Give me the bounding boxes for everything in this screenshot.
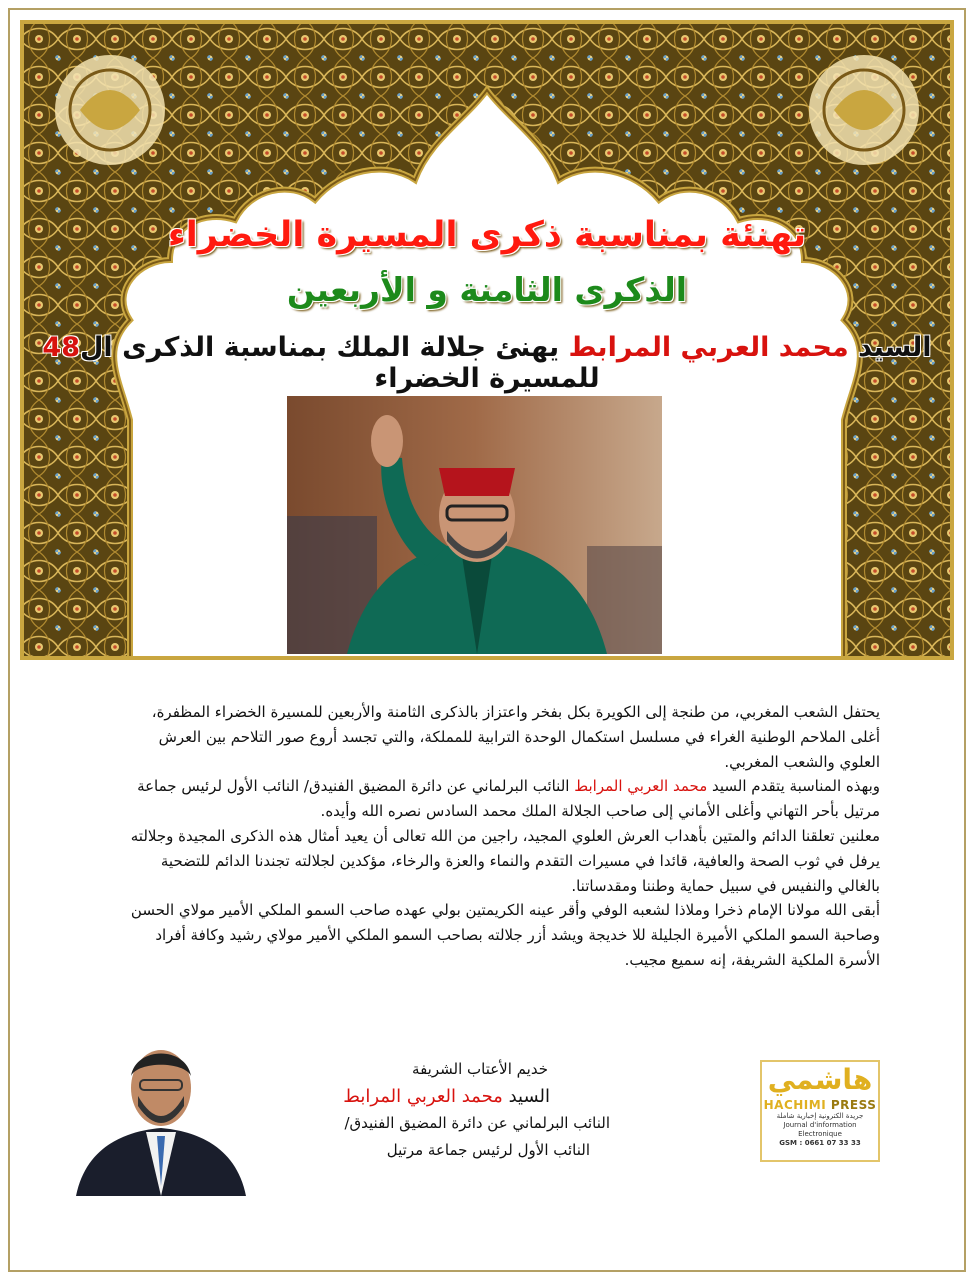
page-title: تهنئة بمناسبة ذكرى المسيرة الخضراء <box>167 215 807 255</box>
logo-brand <box>762 1098 878 1112</box>
signature-block <box>250 1056 610 1164</box>
signature-role-2: النائب الأول لرئيس جماعة مرتيل <box>386 1141 590 1159</box>
paragraph-2 <box>120 774 880 824</box>
paragraph-2-start: وبهذه المناسبة يتقدم السيد <box>712 777 880 796</box>
king-photo <box>287 396 662 654</box>
paragraph-4: أبقى الله مولانا الإمام ذخرا وملاذا لشعبه الوفي وأقر عينه الكريمتين بولي عهده صاحب السمو الملكي الأمير مولاي الحسن وصاحبة السمو الملكي الأميرة الجليلة للا خديجة ويشد أزر جلالته بصاحب السمو الملكي الأمير مولاي رشيد وكافة أفراد الأسرة الملكية الشريفة، إنه سميع مجيب. <box>130 901 880 969</box>
signature-title: السيد <box>508 1086 550 1107</box>
signature-name-line <box>250 1083 610 1110</box>
logo-tagline-ar: جريدة الكترونية إخبارية شاملة <box>776 1112 864 1120</box>
logo-arabic: هاشمي <box>767 1063 873 1096</box>
headline-suffix: للمسيرة الخضراء <box>374 363 600 394</box>
paragraph-2-rest: النائب البرلماني عن دائرة المضيق الفنيدق/ النائب الأول لرئيس جماعة مرتيل بأحر التهاني وأغلى الأماني إلى صاحب الجلالة الملك محمد السادس نصره الله وأيده. <box>137 777 880 821</box>
signature-role-1: النائب البرلماني عن دائرة المضيق الفنيدق/ <box>344 1114 610 1132</box>
headline-middle: يهنئ جلالة الملك بمناسبة الذكرى ال <box>79 332 560 363</box>
mp-portrait <box>66 1036 256 1196</box>
hachimi-press-logo <box>760 1060 880 1162</box>
logo-tagline-fr: Journal d'information Electronique <box>783 1121 857 1138</box>
page-subtitle: الذكرى الثامنة و الأربعين <box>286 270 688 309</box>
signature-name: محمد العربي المرابط <box>343 1086 503 1107</box>
paragraph-1: يحتفل الشعب المغربي، من طنجة إلى الكويرة بكل بفخر واعتزاز بالذكرى الثامنة والأربعين للمسيرة الخضراء المظفرة، أغلى الملاحم الوطنية الغراء في مسلسل استكمال الوحدة الترابية للمملكة، والتي تجسد أروع صور التلاحم بين العرش العلوي والشعب المغربي. <box>151 703 880 771</box>
logo-brand-b: PRESS <box>830 1098 877 1112</box>
logo-phone: GSM : 0661 07 33 33 <box>779 1139 861 1147</box>
paragraph-3: معلنين تعلقنا الدائم والمتين بأهداب العرش العلوي المجيد، راجين من الله تعالى أن يعيد أمثال هذه الذكرى المجيدة وجلالته يرفل في ثوب الصحة والعافية، قائدا في مسيرات التقدم والنماء والعزة والرخاء، مؤكدين لجلالته تجندنا الدائم للتضحية بالغالي والنفيس في سبيل حماية وطننا ومقدساتنا. <box>130 826 880 895</box>
logo-brand-a: HACHIMI <box>763 1098 827 1112</box>
headline-number: 48 <box>42 332 80 363</box>
paragraph-2-name: محمد العربي المرابط <box>574 777 708 796</box>
headline <box>0 332 974 394</box>
headline-name: محمد العربي المرابط <box>568 332 849 363</box>
signature-line1: خديم الأعتاب الشريفة <box>412 1060 548 1078</box>
headline-prefix: السيد <box>858 332 932 363</box>
message-body <box>120 700 880 973</box>
